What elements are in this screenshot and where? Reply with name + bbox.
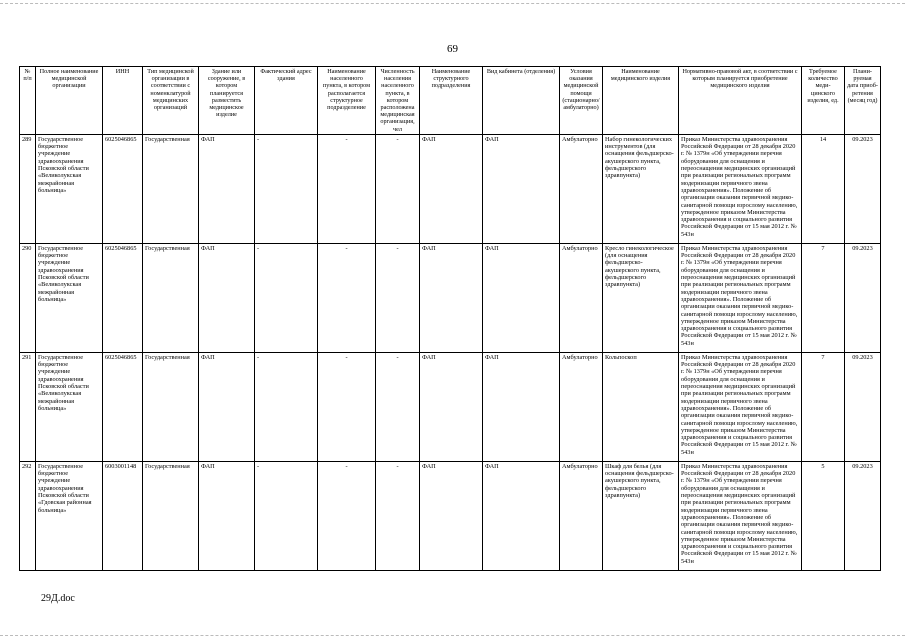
population: -: [376, 461, 420, 570]
population: -: [376, 243, 420, 352]
purchase-date: 09.2023: [845, 243, 881, 352]
device: Кресло гинекологическое (для оснащения фельдшерско-акушерского пункта, фельдшерского здравпункта): [603, 243, 679, 352]
cabinet: ФАП: [483, 352, 560, 461]
col-header: № п/п: [20, 67, 36, 135]
row-number: 289: [20, 134, 36, 243]
col-header: Полное наименование медицинской организации: [36, 67, 103, 135]
org-name: Государственное бюджетное учреждение здравоохранения Псковской области «Великолукская межрайонная больница»: [36, 134, 103, 243]
inn: 6003001148: [103, 461, 143, 570]
purchase-date: 09.2023: [845, 352, 881, 461]
equipment-table: [19, 66, 881, 571]
org-name: Государственное бюджетное учреждение здравоохранения Псковской области «Великолукская межрайонная больница»: [36, 352, 103, 461]
building: ФАП: [199, 461, 255, 570]
unit: ФАП: [420, 352, 483, 461]
legal-act: Приказ Министерства здравоохранения Российской Федерации от 28 декабря 2020 г. № 1379н «Об утверждении перечня оборудования для оснащения и переоснащения медицинских организаций при реализации региональных программ модернизации первичного звена здравоохранения». Положение об организации оказания первичной медико-санитарной помощи взрослому населению, утвержденное приказом Министерства здравоохранения и социального развития Российской Федерации от 15 мая 2012 г. № 543н: [679, 352, 802, 461]
col-header: Наименование структурного подразделения: [420, 67, 483, 135]
row-number: 292: [20, 461, 36, 570]
device: Кольпоскоп: [603, 352, 679, 461]
col-header: Наименование населенного пункта, в котором располагается структурное подразделение: [318, 67, 376, 135]
device: Набор гинекологических инструментов (для оснащения фельдшерско-акушерского пункта, фельдшерского здравпункта): [603, 134, 679, 243]
purchase-date: 09.2023: [845, 134, 881, 243]
table-row: [20, 461, 881, 570]
col-header: Плани-руемая дата приоб-ретения (месяц год): [845, 67, 881, 135]
conditions: Амбулаторно: [560, 461, 603, 570]
unit: ФАП: [420, 461, 483, 570]
scan-edge-top: [0, 3, 905, 4]
quantity: 7: [802, 352, 845, 461]
legal-act: Приказ Министерства здравоохранения Российской Федерации от 28 декабря 2020 г. № 1379н «Об утверждении перечня оборудования для оснащения и переоснащения медицинских организаций при реализации региональных программ модернизации первичного звена здравоохранения». Положение об организации оказания первичной медико-санитарной помощи взрослому населению, утвержденное приказом Министерства здравоохранения и социального развития Российской Федерации от 15 мая 2012 г. № 543н: [679, 243, 802, 352]
cabinet: ФАП: [483, 134, 560, 243]
org-name: Государственное бюджетное учреждение здравоохранения Псковской области «Гдовская районная больница»: [36, 461, 103, 570]
settlement: -: [318, 352, 376, 461]
col-header: Здание или сооружение, в котором планируется разместить медицинское изделие: [199, 67, 255, 135]
col-header: ИНН: [103, 67, 143, 135]
population: -: [376, 134, 420, 243]
address: -: [255, 243, 318, 352]
conditions: Амбулаторно: [560, 243, 603, 352]
cabinet: ФАП: [483, 461, 560, 570]
conditions: Амбулаторно: [560, 134, 603, 243]
row-number: 291: [20, 352, 36, 461]
unit: ФАП: [420, 134, 483, 243]
row-number: 290: [20, 243, 36, 352]
org-type: Государственная: [143, 352, 199, 461]
col-header: Численность населения населенного пункта, в котором расположена медицинская организация, чел: [376, 67, 420, 135]
col-header: Вид кабинета (отделения): [483, 67, 560, 135]
building: ФАП: [199, 134, 255, 243]
inn: 6025046865: [103, 134, 143, 243]
org-name: Государственное бюджетное учреждение здравоохранения Псковской области «Великолукская межрайонная больница»: [36, 243, 103, 352]
building: ФАП: [199, 352, 255, 461]
col-header: Тип медицинской организации в соответствии с номенклатурой медицинских организаций: [143, 67, 199, 135]
page-number: 69: [447, 43, 458, 55]
file-name-footer: 29Д.doc: [41, 593, 75, 604]
quantity: 14: [802, 134, 845, 243]
conditions: Амбулаторно: [560, 352, 603, 461]
settlement: -: [318, 461, 376, 570]
table-row: [20, 243, 881, 352]
org-type: Государственная: [143, 134, 199, 243]
quantity: 5: [802, 461, 845, 570]
col-header: Требуемое количество меди-цинского изделия, ед.: [802, 67, 845, 135]
inn: 6025046865: [103, 352, 143, 461]
address: -: [255, 352, 318, 461]
scan-edge-bottom: [0, 635, 905, 636]
col-header: Условия оказания медицинской помощи (стационарно/ амбулаторно): [560, 67, 603, 135]
table-header-row: [20, 67, 881, 135]
settlement: -: [318, 134, 376, 243]
address: -: [255, 134, 318, 243]
cabinet: ФАП: [483, 243, 560, 352]
population: -: [376, 352, 420, 461]
device: Шкаф для белья (для оснащения фельдшерско-акушерского пункта, фельдшерского здравпункта): [603, 461, 679, 570]
col-header: Фактический адрес здания: [255, 67, 318, 135]
col-header: Наименование медицинского изделия: [603, 67, 679, 135]
settlement: -: [318, 243, 376, 352]
org-type: Государственная: [143, 243, 199, 352]
org-type: Государственная: [143, 461, 199, 570]
building: ФАП: [199, 243, 255, 352]
unit: ФАП: [420, 243, 483, 352]
table-row: [20, 134, 881, 243]
legal-act: Приказ Министерства здравоохранения Российской Федерации от 28 декабря 2020 г. № 1379н «Об утверждении перечня оборудования для оснащения и переоснащения медицинских организаций при реализации региональных программ модернизации первичного звена здравоохранения». Положение об организации оказания первичной медико-санитарной помощи взрослому населению, утвержденное приказом Министерства здравоохранения и социального развития Российской Федерации от 15 мая 2012 г. № 543н: [679, 461, 802, 570]
address: -: [255, 461, 318, 570]
quantity: 7: [802, 243, 845, 352]
col-header: Нормативно-правовой акт, в соответствии с которым планируется приобретение медицинского изделия: [679, 67, 802, 135]
inn: 6025046865: [103, 243, 143, 352]
purchase-date: 09.2023: [845, 461, 881, 570]
table-row: [20, 352, 881, 461]
legal-act: Приказ Министерства здравоохранения Российской Федерации от 28 декабря 2020 г. № 1379н «Об утверждении перечня оборудования для оснащения и переоснащения медицинских организаций при реализации региональных программ модернизации первичного звена здравоохранения». Положение об организации оказания первичной медико-санитарной помощи взрослому населению, утвержденное приказом Министерства здравоохранения и социального развития Российской Федерации от 15 мая 2012 г. № 543н: [679, 134, 802, 243]
